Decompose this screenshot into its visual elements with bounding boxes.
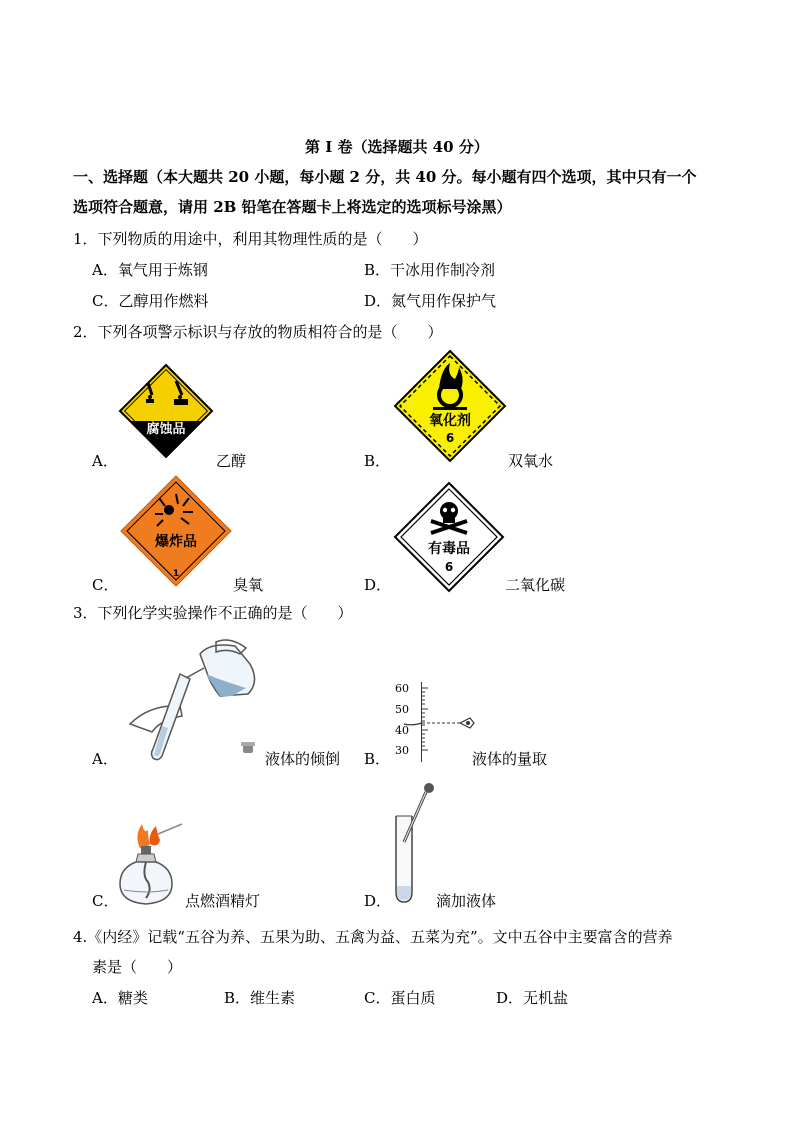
option-label: C． <box>92 576 119 594</box>
option-text: 氧气用于炼钢 <box>117 261 208 279</box>
option-label: A． <box>92 452 118 470</box>
option-text: 氮气用作保护气 <box>391 292 497 310</box>
tick-label-50: 50 <box>395 703 409 716</box>
q4-option-a[interactable] <box>92 987 148 1008</box>
option-label: C． <box>92 292 119 310</box>
option-label: B． <box>364 452 391 470</box>
q4-option-b[interactable] <box>224 987 295 1008</box>
q3-option-c[interactable] <box>92 890 118 911</box>
q2-option-b[interactable] <box>364 450 390 471</box>
q4-option-c[interactable] <box>364 987 436 1008</box>
measuring-cylinder-illustration <box>392 682 478 764</box>
q3-option-a[interactable] <box>92 748 118 769</box>
option-label: B． <box>224 989 251 1007</box>
tick-label-60: 60 <box>395 682 409 695</box>
option-label: A． <box>92 750 118 768</box>
q4-option-d[interactable] <box>496 987 568 1008</box>
instructions-line-2: 选项符合题意，请用 2B 铅笔在答题卡上将选定的选项标号涂黑） <box>73 198 512 216</box>
option-text: 干冰用作制冷剂 <box>390 261 496 279</box>
option-text: 乙醇用作燃料 <box>118 292 209 310</box>
q2-option-d[interactable] <box>364 574 391 595</box>
option-label: A． <box>92 989 118 1007</box>
option-text: 蛋白质 <box>390 989 436 1007</box>
question-4-stem-line-1: 4.《内经》记载“五谷为养、五果为助、五禽为益、五菜为充”。文中五谷中主要富含的营养 <box>73 928 673 946</box>
option-label: B． <box>364 750 391 768</box>
instructions-line-1: 一、选择题（本大题共 20 小题，每小题 2 分，共 40 分。每小题有四个选项，其中只有一个 <box>73 168 697 186</box>
q2-option-c-text: 臭氧 <box>233 576 264 594</box>
q3-option-c-text: 点燃酒精灯 <box>185 892 261 910</box>
sign-c-class: 1 <box>172 569 180 579</box>
q1-option-b[interactable] <box>364 259 495 280</box>
q3-option-b-text: 液体的量取 <box>472 750 548 768</box>
sign-a-text: 腐蚀品 <box>146 422 186 437</box>
question-3-stem: 3．下列化学实验操作不正确的是（ ） <box>73 604 353 622</box>
question-1-stem: 1．下列物质的用途中，利用其物理性质的是（ ） <box>73 230 428 248</box>
corrosive-sign-icon <box>118 363 214 459</box>
option-label: C． <box>92 892 119 910</box>
option-text: 无机盐 <box>523 989 569 1007</box>
q3-option-d[interactable] <box>364 890 391 911</box>
question-2-stem: 2．下列各项警示标识与存放的物质相符合的是（ ） <box>73 323 443 341</box>
sign-b-class: 6 <box>445 431 455 445</box>
q3-option-a-text: 液体的倾倒 <box>265 750 341 768</box>
option-label: D． <box>496 989 524 1007</box>
dropper-illustration <box>392 782 442 906</box>
alcohol-lamp-illustration <box>116 820 184 908</box>
pouring-liquid-illustration <box>120 634 270 764</box>
sign-c-text: 爆炸品 <box>155 534 197 550</box>
option-label: B． <box>364 261 391 279</box>
sign-d-class: 6 <box>444 560 454 574</box>
sign-d-text: 有毒品 <box>428 541 470 557</box>
q2-option-d-text: 二氧化碳 <box>505 576 566 594</box>
option-text: 糖类 <box>117 989 148 1007</box>
option-label: A． <box>92 261 118 279</box>
tick-label-40: 40 <box>395 724 409 737</box>
q2-option-a[interactable] <box>92 450 118 471</box>
toxic-sign-icon <box>393 481 505 593</box>
q3-option-d-text: 滴加液体 <box>436 892 497 910</box>
q1-option-a[interactable] <box>92 259 208 280</box>
option-text: 维生素 <box>250 989 296 1007</box>
q1-option-c[interactable] <box>92 290 209 311</box>
oxidizer-sign-icon <box>393 349 507 463</box>
option-label: D． <box>364 292 392 310</box>
option-label: C． <box>364 989 391 1007</box>
section-title: 第 I 卷（选择题共 40 分） <box>305 138 489 156</box>
q2-option-b-text: 双氧水 <box>508 452 554 470</box>
question-4-stem-line-2: 素是（ ） <box>92 958 183 976</box>
q2-option-a-text: 乙醇 <box>216 452 247 470</box>
tick-label-30: 30 <box>395 744 409 757</box>
q2-option-c[interactable] <box>92 574 118 595</box>
explosive-sign-icon <box>119 474 233 588</box>
q3-option-b[interactable] <box>364 748 390 769</box>
q1-option-d[interactable] <box>364 290 496 311</box>
sign-b-text: 氧化剂 <box>429 413 471 429</box>
option-label: D． <box>364 576 392 594</box>
option-label: D． <box>364 892 392 910</box>
